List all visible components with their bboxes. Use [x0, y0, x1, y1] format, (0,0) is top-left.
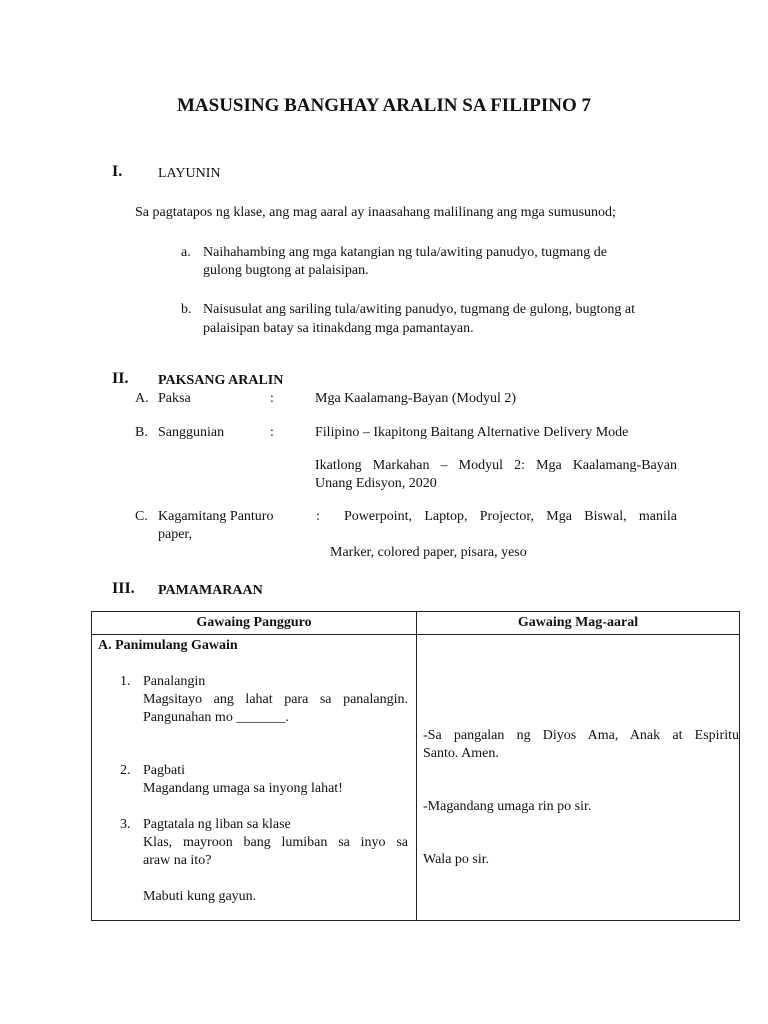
header-gawaing-mag-aaral: Gawaing Mag-aaral: [417, 612, 740, 635]
step-3-title: Pagtatala ng liban sa klase: [143, 817, 291, 832]
student-response-3: Wala po sir.: [423, 852, 490, 867]
objective-marker-b: b.: [181, 302, 192, 317]
step-3-line2: araw na ito?: [143, 853, 212, 868]
paksa-value: Mga Kaalamang-Bayan (Modyul 2): [315, 391, 516, 406]
student-response-1-line2: Santo. Amen.: [423, 746, 499, 761]
step-3-number: 3.: [120, 817, 131, 832]
objective-b-line1: Naisusulat ang sariling tula/awiting panudyo, tugmang de gulong, bugtong at: [203, 302, 635, 317]
pamamaraan-table: [91, 611, 740, 921]
step-1-line2: Pangunahan mo _______.: [143, 710, 289, 725]
section-numeral-3: III.: [112, 580, 135, 597]
header-gawaing-pangguro: Gawaing Pangguro: [92, 612, 417, 635]
kagamitan-label: Kagamitang Panturo: [158, 509, 274, 524]
section-heading-paksang-aralin: PAKSANG ARALIN: [158, 373, 284, 388]
sanggunian-value-line3: Unang Edisyon, 2020: [315, 476, 437, 491]
paksa-label: Paksa: [158, 391, 191, 406]
page-title: MASUSING BANGHAY ARALIN SA FILIPINO 7: [176, 95, 592, 116]
step-1-number: 1.: [120, 674, 131, 689]
section-heading-pamamaraan: PAMAMARAAN: [158, 583, 263, 598]
objective-b-line2: palaisipan batay sa itinakdang mga pamantayan.: [203, 321, 474, 336]
teacher-column: [92, 635, 417, 921]
student-response-2: -Magandang umaga rin po sir.: [423, 799, 592, 814]
sanggunian-label: Sanggunian: [158, 425, 225, 440]
sanggunian-marker-b: B.: [135, 425, 148, 440]
kagamitan-marker-c: C.: [135, 509, 148, 524]
step-1-title: Panalangin: [143, 674, 206, 689]
panimulang-gawain-heading: A. Panimulang Gawain: [98, 638, 238, 653]
step-2-number: 2.: [120, 763, 131, 778]
paksa-colon: :: [270, 391, 274, 406]
step-1-line1: Magsitayo ang lahat para sa panalangin.: [143, 692, 408, 707]
kagamitan-value: Powerpoint, Laptop, Projector, Mga Biswal, manila: [344, 509, 677, 524]
student-response-1-line1: -Sa pangalan ng Diyos Ama, Anak at Espiritu: [423, 728, 739, 743]
step-2-line1: Magandang umaga sa inyong lahat!: [143, 781, 343, 796]
sanggunian-value: Filipino – Ikapitong Baitang Alternative Delivery Mode: [315, 425, 629, 440]
objective-a-line2: gulong bugtong at palaisipan.: [203, 263, 369, 278]
paksa-marker-a: A.: [135, 391, 149, 406]
section-numeral-2: II.: [112, 370, 129, 387]
student-column: [417, 635, 740, 921]
step-3-line1: Klas, mayroon bang lumiban sa inyo sa: [143, 835, 408, 850]
step-2-title: Pagbati: [143, 763, 185, 778]
sanggunian-value-line2: Ikatlong Markahan – Modyul 2: Mga Kaalamang-Bayan: [315, 458, 677, 473]
section-numeral-1: I.: [112, 163, 123, 180]
step-3-line3: Mabuti kung gayun.: [143, 889, 257, 904]
table-row: [92, 635, 740, 921]
kagamitan-colon: :: [316, 509, 320, 524]
kagamitan-label-line2: paper,: [158, 527, 193, 542]
kagamitan-value-line2: Marker, colored paper, pisara, yeso: [330, 545, 527, 560]
sanggunian-colon: :: [270, 425, 274, 440]
section-heading-layunin: LAYUNIN: [158, 166, 221, 181]
objective-marker-a: a.: [181, 245, 191, 260]
table-header-row: [92, 612, 740, 635]
objective-a-line1: Naihahambing ang mga katangian ng tula/awiting panudyo, tugmang de: [203, 245, 607, 260]
layunin-intro: Sa pagtatapos ng klase, ang mag aaral ay inaasahang malilinang ang mga sumusunod;: [135, 205, 616, 220]
